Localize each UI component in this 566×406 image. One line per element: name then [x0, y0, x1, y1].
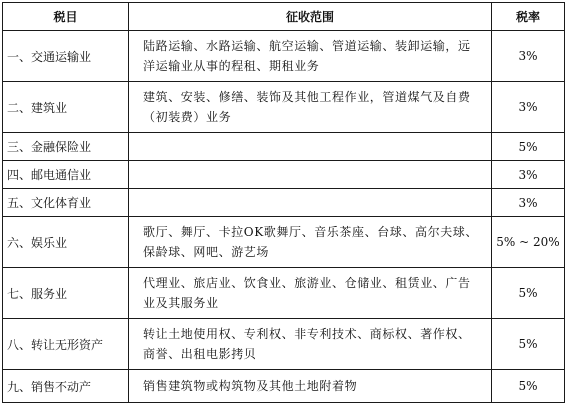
tax-scope-cell: 转让土地使用权、专利权、非专利技术、商标权、著作权、商誉、出租电影拷贝: [129, 319, 492, 370]
table-row: [3, 31, 565, 82]
tax-item-cell: 五、文化体育业: [3, 189, 129, 217]
tax-item-cell: 八、转让无形资产: [3, 319, 129, 370]
table-header-row: [3, 3, 565, 31]
tax-scope-cell: [129, 189, 492, 217]
tax-rate-cell: 3%: [492, 161, 565, 189]
tax-item-cell: 四、邮电通信业: [3, 161, 129, 189]
tax-scope-cell: [129, 133, 492, 161]
tax-rate-cell: 5%: [492, 319, 565, 370]
tax-item-cell: 七、服务业: [3, 268, 129, 319]
header-tax-rate: 税率: [492, 3, 565, 31]
tax-rate-cell: 5% ~ 20%: [492, 217, 565, 268]
tax-scope-cell: 建筑、安装、修缮、装饰及其他工程作业，管道煤气及自费（初装费）业务: [129, 82, 492, 133]
table-row: [3, 82, 565, 133]
table-row: [3, 319, 565, 370]
tax-rate-cell: 3%: [492, 82, 565, 133]
tax-scope-cell: 代理业、旅店业、饮食业、旅游业、仓储业、租赁业、广告业及其服务业: [129, 268, 492, 319]
header-tax-item: 税目: [3, 3, 129, 31]
tax-rate-cell: 5%: [492, 133, 565, 161]
tax-item-cell: 三、金融保险业: [3, 133, 129, 161]
tax-rate-cell: 5%: [492, 268, 565, 319]
tax-scope-cell: 陆路运输、水路运输、航空运输、管道运输、装卸运输，远洋运输业从事的程租、期租业务: [129, 31, 492, 82]
tax-item-cell: 九、销售不动产: [3, 370, 129, 403]
table-row: [3, 268, 565, 319]
tax-scope-cell: 歌厅、舞厅、卡拉OK歌舞厅、音乐茶座、台球、高尔夫球、保龄球、网吧、游艺场: [129, 217, 492, 268]
tax-scope-cell: 销售建筑物或构筑物及其他土地附着物: [129, 370, 492, 403]
tax-rate-cell: 3%: [492, 31, 565, 82]
table-row: [3, 370, 565, 403]
table-row: [3, 189, 565, 217]
tax-item-cell: 一、交通运输业: [3, 31, 129, 82]
tax-rate-cell: 3%: [492, 189, 565, 217]
header-tax-scope: 征收范围: [129, 3, 492, 31]
business-tax-rate-table: [2, 2, 565, 403]
tax-item-cell: 六、娱乐业: [3, 217, 129, 268]
tax-rate-cell: 5%: [492, 370, 565, 403]
table-row: [3, 217, 565, 268]
table-row: [3, 161, 565, 189]
tax-scope-cell: [129, 161, 492, 189]
table-row: [3, 133, 565, 161]
tax-item-cell: 二、建筑业: [3, 82, 129, 133]
